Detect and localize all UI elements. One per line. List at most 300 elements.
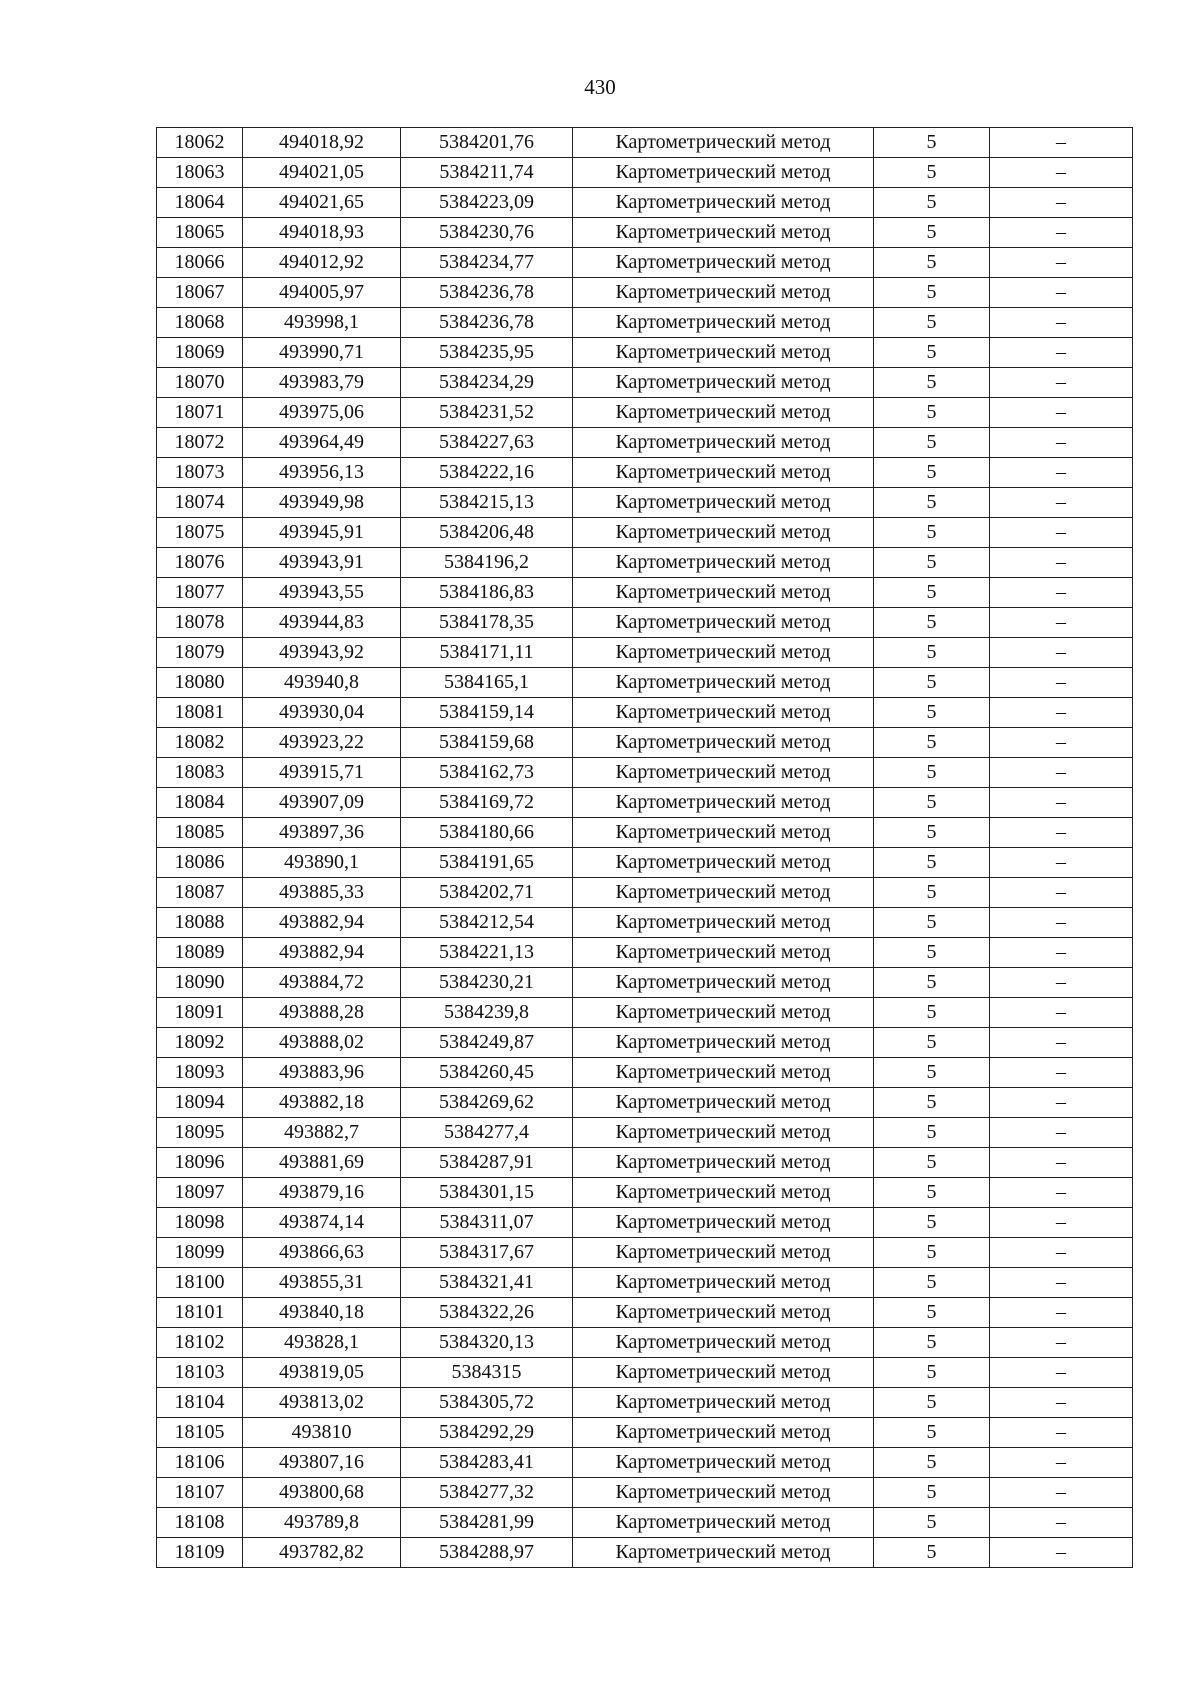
method-cell: Картометрический метод [573, 158, 874, 188]
method-cell: Картометрический метод [573, 788, 874, 818]
point-number-cell: 18065 [157, 218, 243, 248]
point-number-cell: 18067 [157, 278, 243, 308]
method-cell: Картометрический метод [573, 578, 874, 608]
point-number-cell: 18109 [157, 1538, 243, 1568]
method-cell: Картометрический метод [573, 638, 874, 668]
y-coordinate-cell: 5384287,91 [401, 1148, 573, 1178]
accuracy-cell: 5 [874, 608, 990, 638]
note-cell: – [990, 218, 1133, 248]
accuracy-cell: 5 [874, 308, 990, 338]
method-cell: Картометрический метод [573, 1448, 874, 1478]
y-coordinate-cell: 5384231,52 [401, 398, 573, 428]
x-coordinate-cell: 493998,1 [243, 308, 401, 338]
table-row [157, 218, 1133, 248]
accuracy-cell: 5 [874, 1148, 990, 1178]
note-cell: – [990, 848, 1133, 878]
method-cell: Картометрический метод [573, 188, 874, 218]
x-coordinate-cell: 493888,02 [243, 1028, 401, 1058]
table-row [157, 158, 1133, 188]
accuracy-cell: 5 [874, 998, 990, 1028]
point-number-cell: 18075 [157, 518, 243, 548]
method-cell: Картометрический метод [573, 488, 874, 518]
method-cell: Картометрический метод [573, 518, 874, 548]
method-cell: Картометрический метод [573, 668, 874, 698]
y-coordinate-cell: 5384162,73 [401, 758, 573, 788]
y-coordinate-cell: 5384234,29 [401, 368, 573, 398]
point-number-cell: 18079 [157, 638, 243, 668]
table-row [157, 1298, 1133, 1328]
point-number-cell: 18077 [157, 578, 243, 608]
x-coordinate-cell: 494018,92 [243, 128, 401, 158]
note-cell: – [990, 428, 1133, 458]
method-cell: Картометрический метод [573, 458, 874, 488]
point-number-cell: 18068 [157, 308, 243, 338]
table-row [157, 758, 1133, 788]
x-coordinate-cell: 493840,18 [243, 1298, 401, 1328]
y-coordinate-cell: 5384321,41 [401, 1268, 573, 1298]
note-cell: – [990, 908, 1133, 938]
note-cell: – [990, 248, 1133, 278]
accuracy-cell: 5 [874, 158, 990, 188]
x-coordinate-cell: 493882,7 [243, 1118, 401, 1148]
x-coordinate-cell: 493879,16 [243, 1178, 401, 1208]
note-cell: – [990, 878, 1133, 908]
x-coordinate-cell: 493885,33 [243, 878, 401, 908]
point-number-cell: 18072 [157, 428, 243, 458]
x-coordinate-cell: 493975,06 [243, 398, 401, 428]
x-coordinate-cell: 494018,93 [243, 218, 401, 248]
y-coordinate-cell: 5384315 [401, 1358, 573, 1388]
accuracy-cell: 5 [874, 1238, 990, 1268]
note-cell: – [990, 488, 1133, 518]
x-coordinate-cell: 493882,94 [243, 908, 401, 938]
accuracy-cell: 5 [874, 1088, 990, 1118]
method-cell: Картометрический метод [573, 698, 874, 728]
method-cell: Картометрический метод [573, 1508, 874, 1538]
accuracy-cell: 5 [874, 938, 990, 968]
x-coordinate-cell: 493866,63 [243, 1238, 401, 1268]
x-coordinate-cell: 494021,65 [243, 188, 401, 218]
method-cell: Картометрический метод [573, 1538, 874, 1568]
x-coordinate-cell: 493855,31 [243, 1268, 401, 1298]
y-coordinate-cell: 5384288,97 [401, 1538, 573, 1568]
note-cell: – [990, 308, 1133, 338]
method-cell: Картометрический метод [573, 968, 874, 998]
point-number-cell: 18101 [157, 1298, 243, 1328]
table-row [157, 458, 1133, 488]
accuracy-cell: 5 [874, 578, 990, 608]
table-row [157, 1388, 1133, 1418]
note-cell: – [990, 1418, 1133, 1448]
x-coordinate-cell: 493956,13 [243, 458, 401, 488]
x-coordinate-cell: 493828,1 [243, 1328, 401, 1358]
point-number-cell: 18081 [157, 698, 243, 728]
x-coordinate-cell: 493890,1 [243, 848, 401, 878]
accuracy-cell: 5 [874, 1268, 990, 1298]
method-cell: Картометрический метод [573, 758, 874, 788]
table-row [157, 1058, 1133, 1088]
method-cell: Картометрический метод [573, 338, 874, 368]
method-cell: Картометрический метод [573, 1268, 874, 1298]
table-row [157, 428, 1133, 458]
accuracy-cell: 5 [874, 488, 990, 518]
accuracy-cell: 5 [874, 548, 990, 578]
accuracy-cell: 5 [874, 1478, 990, 1508]
table-row [157, 518, 1133, 548]
point-number-cell: 18080 [157, 668, 243, 698]
accuracy-cell: 5 [874, 458, 990, 488]
x-coordinate-cell: 493940,8 [243, 668, 401, 698]
table-row [157, 938, 1133, 968]
point-number-cell: 18084 [157, 788, 243, 818]
y-coordinate-cell: 5384236,78 [401, 278, 573, 308]
accuracy-cell: 5 [874, 338, 990, 368]
note-cell: – [990, 1208, 1133, 1238]
table-row [157, 1508, 1133, 1538]
point-number-cell: 18082 [157, 728, 243, 758]
y-coordinate-cell: 5384301,15 [401, 1178, 573, 1208]
accuracy-cell: 5 [874, 1118, 990, 1148]
accuracy-cell: 5 [874, 368, 990, 398]
note-cell: – [990, 1358, 1133, 1388]
table-row [157, 1088, 1133, 1118]
y-coordinate-cell: 5384201,76 [401, 128, 573, 158]
x-coordinate-cell: 493943,55 [243, 578, 401, 608]
accuracy-cell: 5 [874, 1358, 990, 1388]
method-cell: Картометрический метод [573, 1178, 874, 1208]
table-row [157, 398, 1133, 428]
note-cell: – [990, 1328, 1133, 1358]
point-number-cell: 18108 [157, 1508, 243, 1538]
y-coordinate-cell: 5384221,13 [401, 938, 573, 968]
y-coordinate-cell: 5384212,54 [401, 908, 573, 938]
table-row [157, 878, 1133, 908]
point-number-cell: 18099 [157, 1238, 243, 1268]
table-row [157, 488, 1133, 518]
note-cell: – [990, 698, 1133, 728]
point-number-cell: 18074 [157, 488, 243, 518]
accuracy-cell: 5 [874, 1538, 990, 1568]
point-number-cell: 18089 [157, 938, 243, 968]
accuracy-cell: 5 [874, 1418, 990, 1448]
accuracy-cell: 5 [874, 1508, 990, 1538]
method-cell: Картометрический метод [573, 1478, 874, 1508]
y-coordinate-cell: 5384180,66 [401, 818, 573, 848]
note-cell: – [990, 578, 1133, 608]
y-coordinate-cell: 5384227,63 [401, 428, 573, 458]
method-cell: Картометрический метод [573, 1358, 874, 1388]
note-cell: – [990, 338, 1133, 368]
table-row [157, 1208, 1133, 1238]
table-row [157, 1148, 1133, 1178]
note-cell: – [990, 968, 1133, 998]
y-coordinate-cell: 5384292,29 [401, 1418, 573, 1448]
method-cell: Картометрический метод [573, 1298, 874, 1328]
accuracy-cell: 5 [874, 728, 990, 758]
note-cell: – [990, 1118, 1133, 1148]
x-coordinate-cell: 493990,71 [243, 338, 401, 368]
y-coordinate-cell: 5384260,45 [401, 1058, 573, 1088]
note-cell: – [990, 548, 1133, 578]
y-coordinate-cell: 5384277,32 [401, 1478, 573, 1508]
accuracy-cell: 5 [874, 518, 990, 548]
method-cell: Картометрический метод [573, 1058, 874, 1088]
note-cell: – [990, 368, 1133, 398]
y-coordinate-cell: 5384169,72 [401, 788, 573, 818]
x-coordinate-cell: 493945,91 [243, 518, 401, 548]
point-number-cell: 18069 [157, 338, 243, 368]
x-coordinate-cell: 493923,22 [243, 728, 401, 758]
y-coordinate-cell: 5384281,99 [401, 1508, 573, 1538]
accuracy-cell: 5 [874, 1328, 990, 1358]
y-coordinate-cell: 5384236,78 [401, 308, 573, 338]
y-coordinate-cell: 5384235,95 [401, 338, 573, 368]
y-coordinate-cell: 5384269,62 [401, 1088, 573, 1118]
accuracy-cell: 5 [874, 398, 990, 428]
y-coordinate-cell: 5384305,72 [401, 1388, 573, 1418]
x-coordinate-cell: 493964,49 [243, 428, 401, 458]
table-row [157, 998, 1133, 1028]
x-coordinate-cell: 493930,04 [243, 698, 401, 728]
note-cell: – [990, 278, 1133, 308]
accuracy-cell: 5 [874, 1448, 990, 1478]
point-number-cell: 18076 [157, 548, 243, 578]
y-coordinate-cell: 5384211,74 [401, 158, 573, 188]
point-number-cell: 18102 [157, 1328, 243, 1358]
x-coordinate-cell: 494012,92 [243, 248, 401, 278]
method-cell: Картометрический метод [573, 1028, 874, 1058]
note-cell: – [990, 1028, 1133, 1058]
point-number-cell: 18070 [157, 368, 243, 398]
point-number-cell: 18071 [157, 398, 243, 428]
note-cell: – [990, 1388, 1133, 1418]
point-number-cell: 18083 [157, 758, 243, 788]
x-coordinate-cell: 493883,96 [243, 1058, 401, 1088]
y-coordinate-cell: 5384165,1 [401, 668, 573, 698]
note-cell: – [990, 938, 1133, 968]
y-coordinate-cell: 5384171,11 [401, 638, 573, 668]
accuracy-cell: 5 [874, 818, 990, 848]
table-row [157, 578, 1133, 608]
point-number-cell: 18093 [157, 1058, 243, 1088]
note-cell: – [990, 1148, 1133, 1178]
note-cell: – [990, 1238, 1133, 1268]
method-cell: Картометрический метод [573, 1418, 874, 1448]
table-row [157, 1238, 1133, 1268]
accuracy-cell: 5 [874, 788, 990, 818]
note-cell: – [990, 758, 1133, 788]
note-cell: – [990, 128, 1133, 158]
accuracy-cell: 5 [874, 848, 990, 878]
x-coordinate-cell: 493884,72 [243, 968, 401, 998]
method-cell: Картометрический метод [573, 368, 874, 398]
point-number-cell: 18096 [157, 1148, 243, 1178]
point-number-cell: 18064 [157, 188, 243, 218]
table-row [157, 968, 1133, 998]
point-number-cell: 18085 [157, 818, 243, 848]
point-number-cell: 18086 [157, 848, 243, 878]
coordinates-table [156, 127, 1133, 1568]
point-number-cell: 18090 [157, 968, 243, 998]
table-row [157, 1478, 1133, 1508]
note-cell: – [990, 668, 1133, 698]
y-coordinate-cell: 5384320,13 [401, 1328, 573, 1358]
x-coordinate-cell: 493983,79 [243, 368, 401, 398]
method-cell: Картометрический метод [573, 728, 874, 758]
method-cell: Картометрический метод [573, 218, 874, 248]
y-coordinate-cell: 5384230,21 [401, 968, 573, 998]
table-row [157, 818, 1133, 848]
table-row [157, 638, 1133, 668]
note-cell: – [990, 818, 1133, 848]
x-coordinate-cell: 493944,83 [243, 608, 401, 638]
method-cell: Картометрический метод [573, 1388, 874, 1418]
page-number: 430 [584, 75, 616, 99]
accuracy-cell: 5 [874, 1178, 990, 1208]
accuracy-cell: 5 [874, 188, 990, 218]
point-number-cell: 18104 [157, 1388, 243, 1418]
note-cell: – [990, 1478, 1133, 1508]
x-coordinate-cell: 493943,92 [243, 638, 401, 668]
x-coordinate-cell: 493881,69 [243, 1148, 401, 1178]
y-coordinate-cell: 5384186,83 [401, 578, 573, 608]
point-number-cell: 18094 [157, 1088, 243, 1118]
method-cell: Картометрический метод [573, 398, 874, 428]
note-cell: – [990, 1088, 1133, 1118]
y-coordinate-cell: 5384159,68 [401, 728, 573, 758]
point-number-cell: 18100 [157, 1268, 243, 1298]
table-row [157, 128, 1133, 158]
y-coordinate-cell: 5384311,07 [401, 1208, 573, 1238]
accuracy-cell: 5 [874, 908, 990, 938]
method-cell: Картометрический метод [573, 1088, 874, 1118]
method-cell: Картометрический метод [573, 848, 874, 878]
note-cell: – [990, 188, 1133, 218]
point-number-cell: 18087 [157, 878, 243, 908]
y-coordinate-cell: 5384317,67 [401, 1238, 573, 1268]
x-coordinate-cell: 493813,02 [243, 1388, 401, 1418]
table-row [157, 698, 1133, 728]
method-cell: Картометрический метод [573, 278, 874, 308]
table-row [157, 1358, 1133, 1388]
point-number-cell: 18066 [157, 248, 243, 278]
table-row [157, 1328, 1133, 1358]
note-cell: – [990, 1268, 1133, 1298]
accuracy-cell: 5 [874, 428, 990, 458]
note-cell: – [990, 398, 1133, 428]
point-number-cell: 18095 [157, 1118, 243, 1148]
point-number-cell: 18107 [157, 1478, 243, 1508]
y-coordinate-cell: 5384277,4 [401, 1118, 573, 1148]
accuracy-cell: 5 [874, 698, 990, 728]
x-coordinate-cell: 493888,28 [243, 998, 401, 1028]
table-row [157, 1418, 1133, 1448]
x-coordinate-cell: 493800,68 [243, 1478, 401, 1508]
table-row [157, 848, 1133, 878]
x-coordinate-cell: 493807,16 [243, 1448, 401, 1478]
accuracy-cell: 5 [874, 758, 990, 788]
note-cell: – [990, 518, 1133, 548]
accuracy-cell: 5 [874, 1388, 990, 1418]
x-coordinate-cell: 493907,09 [243, 788, 401, 818]
y-coordinate-cell: 5384223,09 [401, 188, 573, 218]
y-coordinate-cell: 5384159,14 [401, 698, 573, 728]
method-cell: Картометрический метод [573, 1328, 874, 1358]
note-cell: – [990, 608, 1133, 638]
x-coordinate-cell: 493874,14 [243, 1208, 401, 1238]
x-coordinate-cell: 493897,36 [243, 818, 401, 848]
method-cell: Картометрический метод [573, 818, 874, 848]
point-number-cell: 18063 [157, 158, 243, 188]
accuracy-cell: 5 [874, 968, 990, 998]
y-coordinate-cell: 5384206,48 [401, 518, 573, 548]
method-cell: Картометрический метод [573, 1118, 874, 1148]
x-coordinate-cell: 493819,05 [243, 1358, 401, 1388]
method-cell: Картометрический метод [573, 608, 874, 638]
table-row [157, 368, 1133, 398]
x-coordinate-cell: 493882,18 [243, 1088, 401, 1118]
method-cell: Картометрический метод [573, 308, 874, 338]
x-coordinate-cell: 493810 [243, 1418, 401, 1448]
y-coordinate-cell: 5384215,13 [401, 488, 573, 518]
x-coordinate-cell: 493882,94 [243, 938, 401, 968]
point-number-cell: 18062 [157, 128, 243, 158]
method-cell: Картометрический метод [573, 548, 874, 578]
method-cell: Картометрический метод [573, 1208, 874, 1238]
y-coordinate-cell: 5384239,8 [401, 998, 573, 1028]
table-row [157, 1268, 1133, 1298]
x-coordinate-cell: 493789,8 [243, 1508, 401, 1538]
point-number-cell: 18105 [157, 1418, 243, 1448]
method-cell: Картометрический метод [573, 128, 874, 158]
point-number-cell: 18103 [157, 1358, 243, 1388]
table-row [157, 668, 1133, 698]
note-cell: – [990, 1448, 1133, 1478]
point-number-cell: 18073 [157, 458, 243, 488]
accuracy-cell: 5 [874, 278, 990, 308]
note-cell: – [990, 728, 1133, 758]
table-row [157, 1178, 1133, 1208]
x-coordinate-cell: 493949,98 [243, 488, 401, 518]
method-cell: Картометрический метод [573, 998, 874, 1028]
x-coordinate-cell: 494021,05 [243, 158, 401, 188]
accuracy-cell: 5 [874, 1028, 990, 1058]
y-coordinate-cell: 5384234,77 [401, 248, 573, 278]
x-coordinate-cell: 493915,71 [243, 758, 401, 788]
coordinates-table-body [157, 128, 1133, 1568]
point-number-cell: 18097 [157, 1178, 243, 1208]
method-cell: Картометрический метод [573, 1238, 874, 1268]
method-cell: Картометрический метод [573, 938, 874, 968]
table-row [157, 248, 1133, 278]
y-coordinate-cell: 5384202,71 [401, 878, 573, 908]
table-row [157, 1538, 1133, 1568]
note-cell: – [990, 998, 1133, 1028]
note-cell: – [990, 1178, 1133, 1208]
point-number-cell: 18078 [157, 608, 243, 638]
method-cell: Картометрический метод [573, 248, 874, 278]
note-cell: – [990, 638, 1133, 668]
x-coordinate-cell: 493943,91 [243, 548, 401, 578]
point-number-cell: 18092 [157, 1028, 243, 1058]
accuracy-cell: 5 [874, 1058, 990, 1088]
table-row [157, 908, 1133, 938]
x-coordinate-cell: 493782,82 [243, 1538, 401, 1568]
note-cell: – [990, 1298, 1133, 1328]
accuracy-cell: 5 [874, 638, 990, 668]
note-cell: – [990, 788, 1133, 818]
method-cell: Картометрический метод [573, 908, 874, 938]
